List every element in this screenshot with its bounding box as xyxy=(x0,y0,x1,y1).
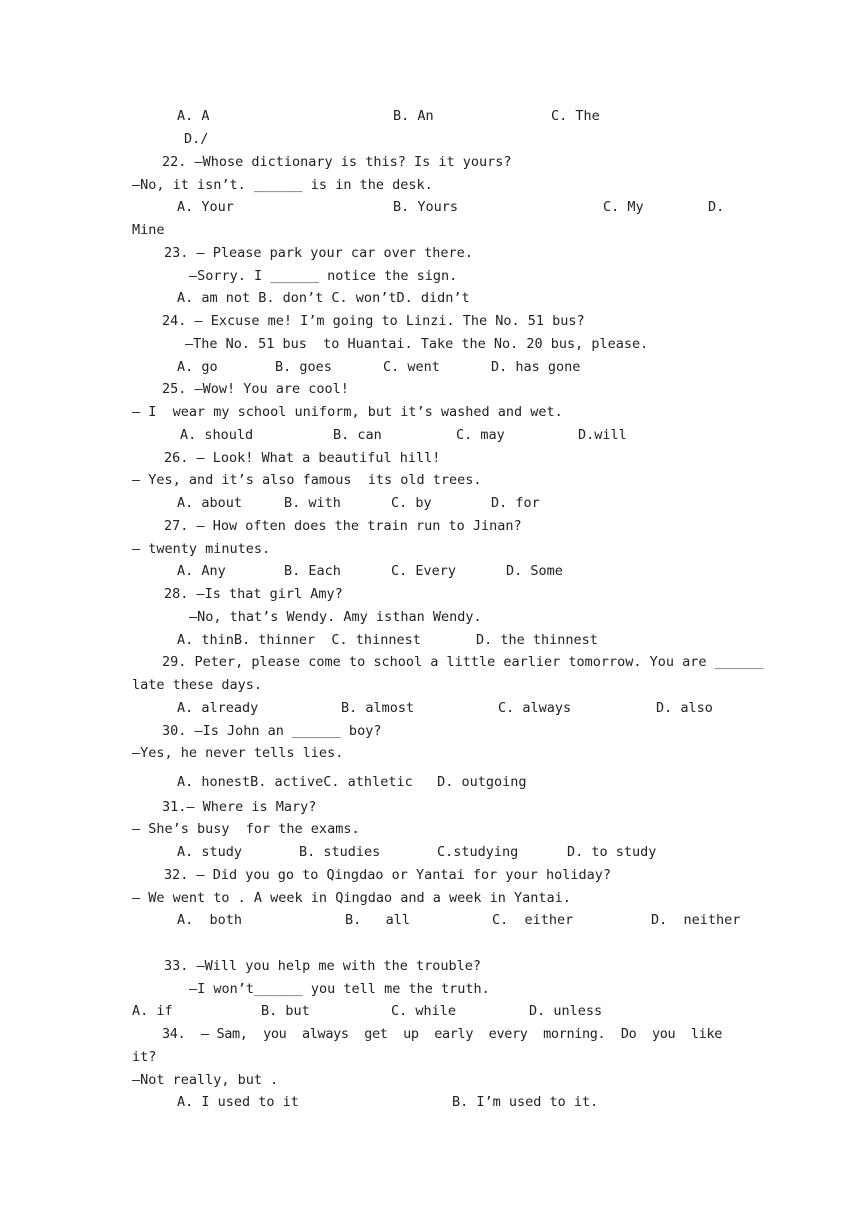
question-26: 26. — Look! What a beautiful hill! xyxy=(164,450,441,466)
question-29-cont: late these days. xyxy=(132,677,263,693)
option-22-d-text: Mine xyxy=(132,222,165,238)
option-26-d: D. for xyxy=(491,495,540,511)
question-24: 24. — Excuse me! I’m going to Linzi. The No. 51 bus? xyxy=(162,313,585,329)
option-25-a: A. should xyxy=(180,427,254,443)
option-21-a: A. A xyxy=(177,108,210,124)
question-27: 27. — How often does the train run to Jinan? xyxy=(164,518,522,534)
option-22-b: B. Yours xyxy=(393,199,459,215)
option-22-c: C. My xyxy=(603,199,644,215)
option-21-d: D./ xyxy=(184,131,209,147)
option-25-d: D.will xyxy=(578,427,627,443)
question-22: 22. —Whose dictionary is this? Is it yours? xyxy=(162,154,512,170)
question-28-reply: —No, that’s Wendy. Amy isthan Wendy. xyxy=(189,609,482,625)
option-33-b: B. but xyxy=(261,1003,310,1019)
option-26-c: C. by xyxy=(391,495,432,511)
option-32-b: B. all xyxy=(345,912,411,928)
option-33-d: D. unless xyxy=(529,1003,603,1019)
question-32: 32. — Did you go to Qingdao or Yantai for your holiday? xyxy=(164,867,612,883)
options-23: A. am not B. don’t C. won’tD. didn’t xyxy=(177,290,470,306)
option-31-d: D. to study xyxy=(567,844,657,860)
option-25-b: B. can xyxy=(333,427,382,443)
option-26-a: A. about xyxy=(177,495,243,511)
question-29: 29. Peter, please come to school a little earlier tomorrow. You are ______ xyxy=(162,654,764,670)
question-30-reply: —Yes, he never tells lies. xyxy=(132,745,344,761)
question-34-reply: —Not really, but . xyxy=(132,1072,279,1088)
option-25-c: C. may xyxy=(456,427,505,443)
question-23: 23. — Please park your car over there. xyxy=(164,245,473,261)
option-32-a: A. both xyxy=(177,912,243,928)
option-31-b: B. studies xyxy=(299,844,381,860)
question-33-reply: —I won’t______ you tell me the truth. xyxy=(189,981,490,997)
option-29-a: A. already xyxy=(177,700,259,716)
question-34-cont: it? xyxy=(132,1049,157,1065)
option-22-a: A. Your xyxy=(177,199,234,215)
option-32-c: C. either xyxy=(492,912,574,928)
question-30: 30. —Is John an ______ boy? xyxy=(162,723,382,739)
options-28-abc: A. thinB. thinner C. thinnest xyxy=(177,632,421,648)
option-24-a: A. go xyxy=(177,359,218,375)
question-34: 34. — Sam, you always get up early every morning. Do you like xyxy=(162,1026,722,1042)
option-21-c: C. The xyxy=(551,108,600,124)
option-27-b: B. Each xyxy=(284,563,341,579)
question-33: 33. —Will you help me with the trouble? xyxy=(164,958,481,974)
question-27-reply: — twenty minutes. xyxy=(132,541,271,557)
option-27-c: C. Every xyxy=(391,563,457,579)
option-28-d: D. the thinnest xyxy=(476,632,598,648)
question-25: 25. —Wow! You are cool! xyxy=(162,381,349,397)
question-25-reply: — I wear my school uniform, but it’s washed and wet. xyxy=(132,404,563,420)
option-29-d: D. also xyxy=(656,700,713,716)
option-33-c: C. while xyxy=(391,1003,457,1019)
option-32-d: D. neither xyxy=(651,912,741,928)
options-30: A. honestB. activeC. athletic D. outgoing xyxy=(177,774,527,790)
option-27-d: D. Some xyxy=(506,563,563,579)
option-24-c: C. went xyxy=(383,359,440,375)
option-24-d: D. has gone xyxy=(491,359,581,375)
question-28: 28. —Is that girl Amy? xyxy=(164,586,343,602)
option-31-a: A. study xyxy=(177,844,243,860)
option-33-a: A. if xyxy=(132,1003,173,1019)
question-32-reply: — We went to . A week in Qingdao and a week in Yantai. xyxy=(132,890,571,906)
option-24-b: B. goes xyxy=(275,359,332,375)
question-22-reply: —No, it isn’t. ______ is in the desk. xyxy=(132,177,433,193)
option-26-b: B. with xyxy=(284,495,341,511)
question-31-reply: — She’s busy for the exams. xyxy=(132,821,360,837)
question-26-reply: — Yes, and it’s also famous its old trees. xyxy=(132,472,482,488)
option-34-b: B. I’m used to it. xyxy=(452,1094,599,1110)
option-31-c: C.studying xyxy=(437,844,519,860)
option-29-c: C. always xyxy=(498,700,572,716)
option-34-a: A. I used to it xyxy=(177,1094,299,1110)
question-24-reply: —The No. 51 bus to Huantai. Take the No. 20 bus, please. xyxy=(185,336,649,352)
question-31: 31.— Where is Mary? xyxy=(162,799,317,815)
option-27-a: A. Any xyxy=(177,563,226,579)
option-22-d-label: D. xyxy=(708,199,725,215)
question-23-reply: —Sorry. I ______ notice the sign. xyxy=(189,268,458,284)
option-21-b: B. An xyxy=(393,108,434,124)
option-29-b: B. almost xyxy=(341,700,415,716)
